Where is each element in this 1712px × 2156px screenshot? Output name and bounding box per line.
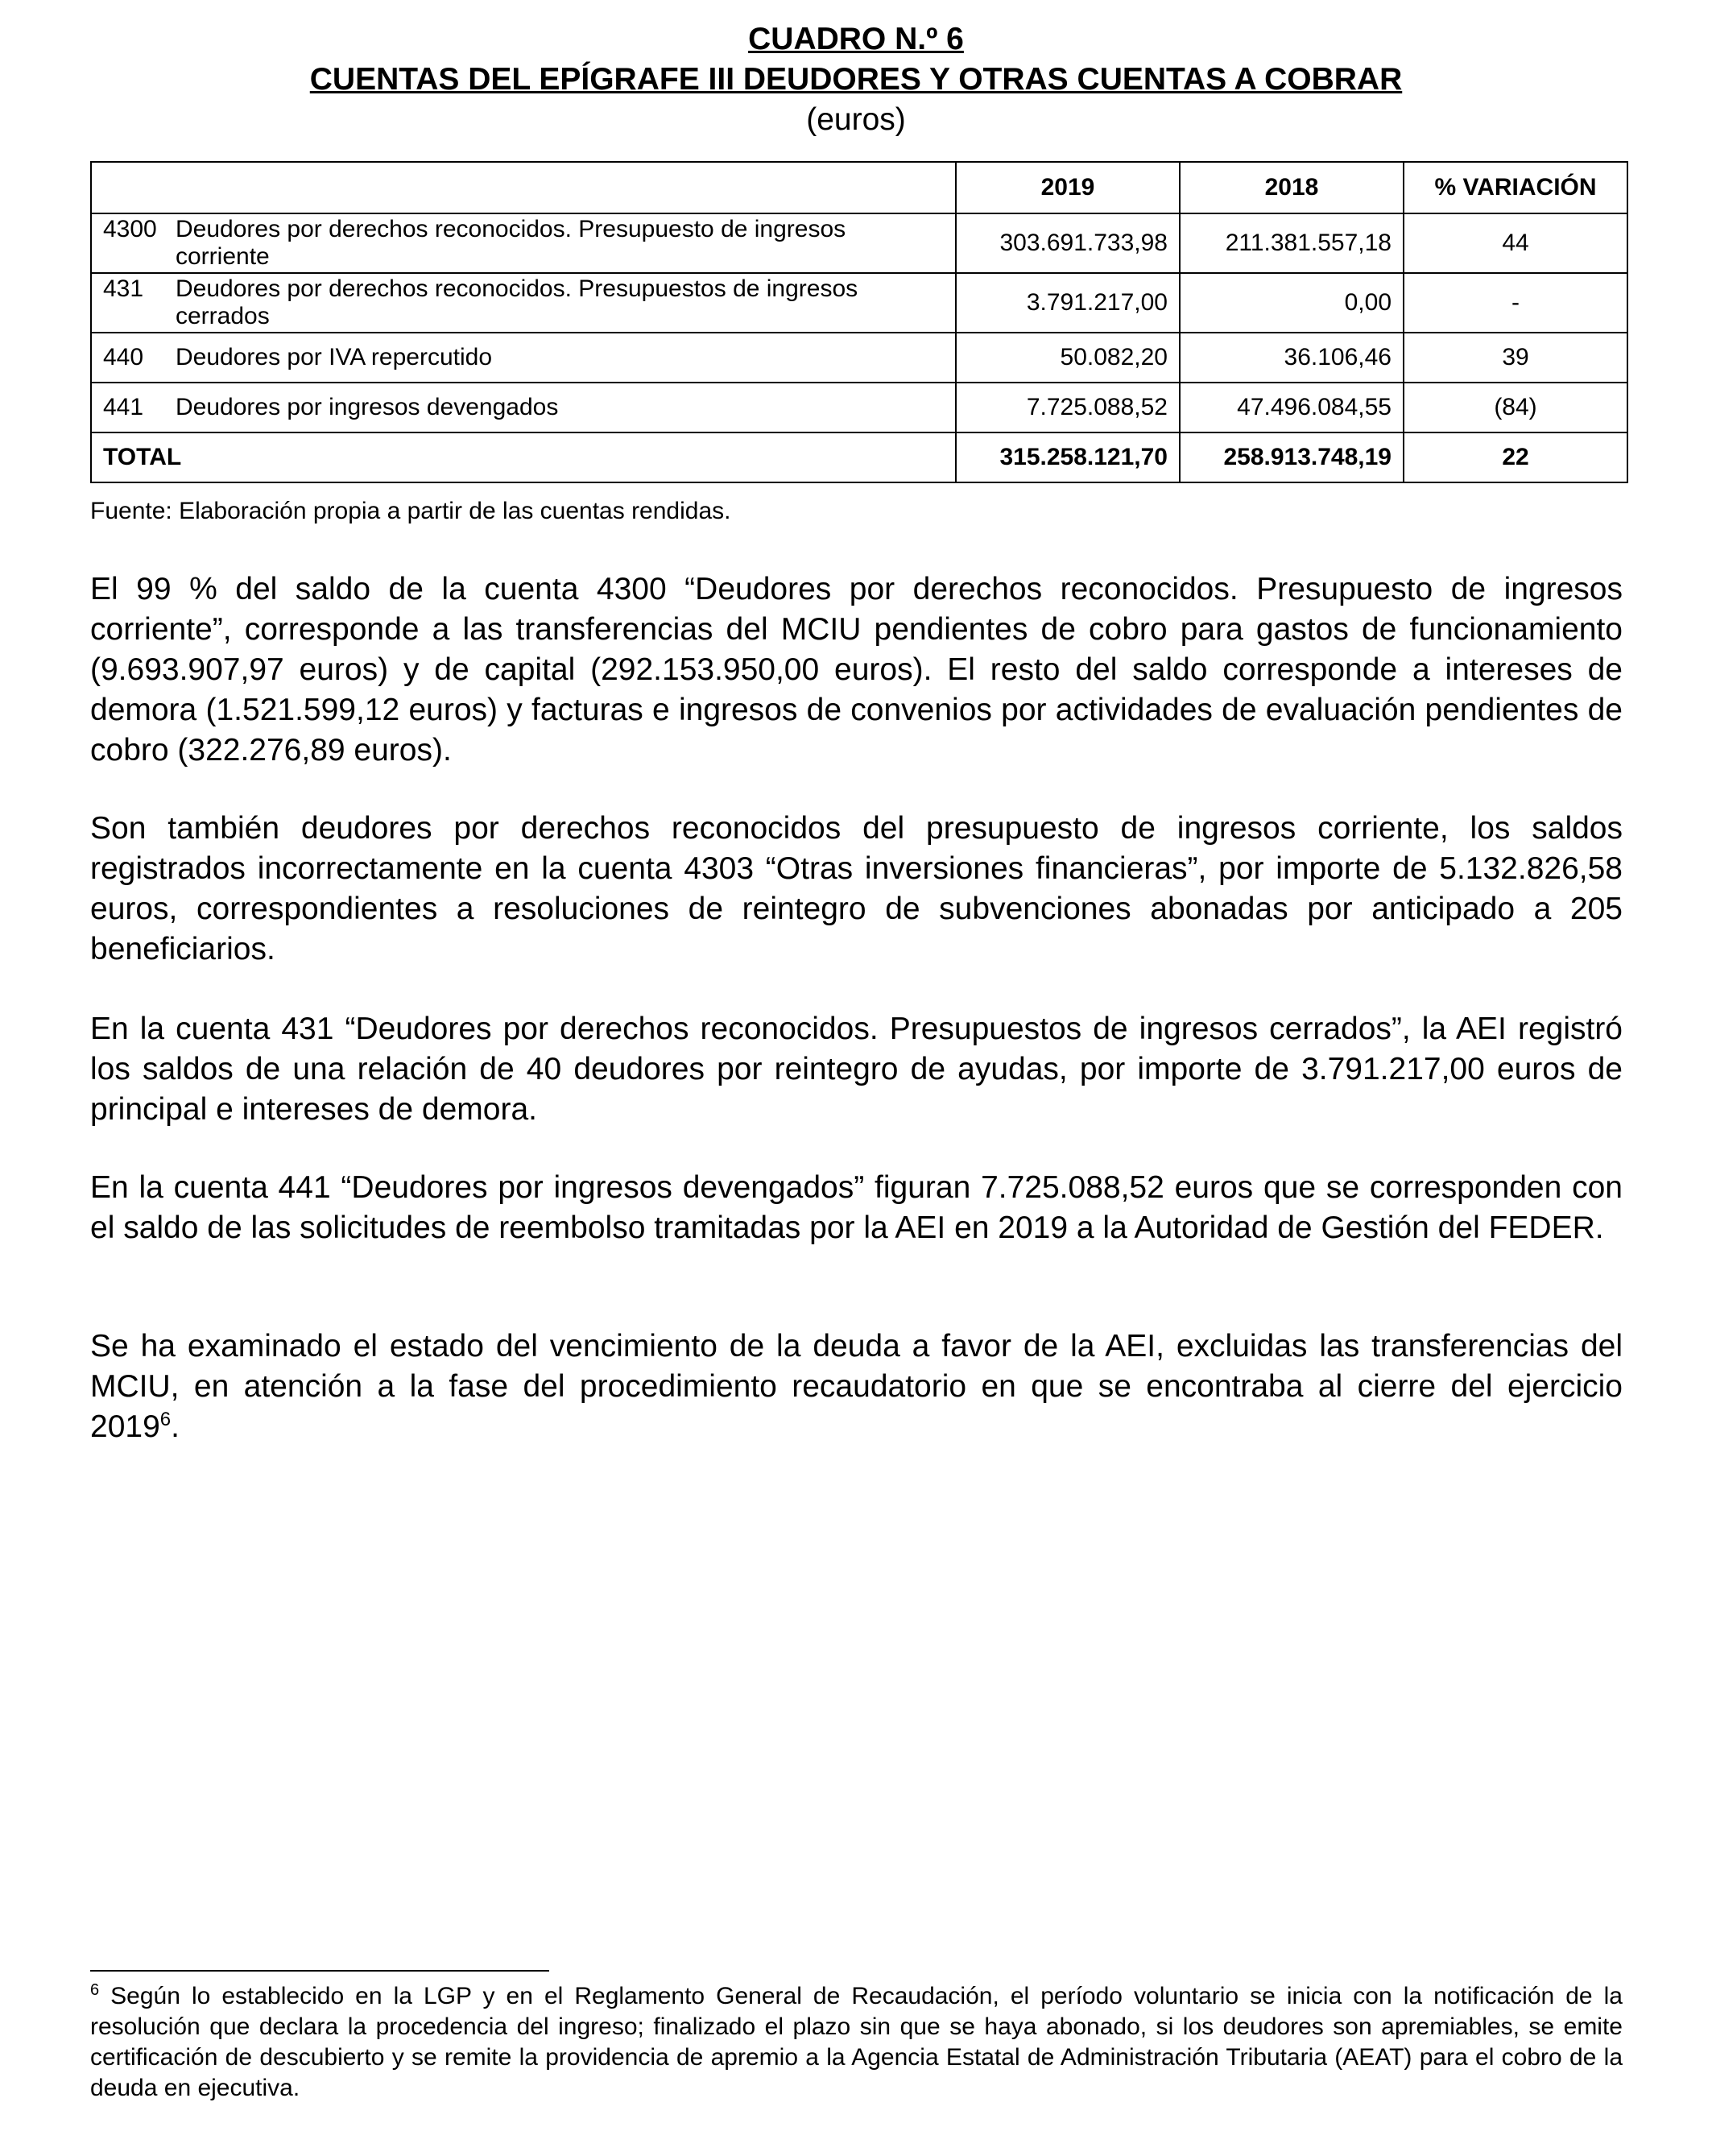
table-row [91, 273, 1627, 333]
row-description [91, 333, 956, 383]
header-variation: % VARIACIÓN [1404, 162, 1627, 213]
footnote-reference[interactable]: 6 [159, 1409, 172, 1430]
units-label: (euros) [806, 102, 906, 137]
total-variation: 22 [1404, 432, 1627, 482]
table-row [91, 213, 1627, 273]
table-header-row [91, 162, 1627, 213]
title-block [0, 19, 1712, 140]
table-source-note: Fuente: Elaboración propia a partir de las cuentas rendidas. [90, 498, 731, 524]
accounts-table [90, 161, 1628, 483]
account-code: 431 [103, 275, 144, 302]
value-variation: - [1404, 273, 1627, 333]
value-2019: 50.082,20 [956, 333, 1180, 383]
total-2019: 315.258.121,70 [956, 432, 1180, 482]
value-2018: 36.106,46 [1180, 333, 1404, 383]
value-2018: 211.381.557,18 [1180, 213, 1404, 273]
table-number-title: CUADRO N.º 6 [748, 22, 964, 56]
table-row [91, 333, 1627, 383]
table-title: CUENTAS DEL EPÍGRAFE III DEUDORES Y OTRAS CUENTAS A COBRAR [309, 62, 1403, 97]
value-2019: 3.791.217,00 [956, 273, 1180, 333]
paragraph-431: En la cuenta 431 “Deudores por derechos reconocidos. Presupuestos de ingresos cerrados”, la AEI registró los saldos de una relación de 40 deudores por reintegro de ayudas, por importe de 3.791.217,00 euros de principal e intereses de demora. [90, 1012, 1623, 1127]
row-description [91, 383, 956, 432]
paragraph-4300: El 99 % del saldo de la cuenta 4300 “Deudores por derechos reconocidos. Presupuesto de ingresos corriente”, corresponde a las transferencias del MCIU pendientes de cobro para gastos de funcionamiento (9.693.907,97 euros) y de capital (292.153.950,00 euros). El resto del saldo corresponde a intereses de demora (1.521.599,12 euros) y facturas e ingresos de convenios por actividades de evaluación pendientes de cobro (322.276,89 euros). [90, 572, 1623, 768]
account-label: Deudores por ingresos devengados [176, 394, 559, 420]
value-2019: 303.691.733,98 [956, 213, 1180, 273]
paragraph-end: . [171, 1409, 180, 1444]
footnote-divider [90, 1970, 549, 1972]
account-label: Deudores por derechos reconocidos. Presupuestos de ingresos cerrados [176, 275, 858, 329]
total-2018: 258.913.748,19 [1180, 432, 1404, 482]
account-label: Deudores por IVA repercutido [176, 344, 493, 370]
value-variation: (84) [1404, 383, 1627, 432]
row-description [91, 213, 956, 273]
value-2018: 0,00 [1180, 273, 1404, 333]
value-variation: 39 [1404, 333, 1627, 383]
row-description [91, 273, 956, 333]
paragraph-441: En la cuenta 441 “Deudores por ingresos devengados” figuran 7.725.088,52 euros que se corresponden con el saldo de las solicitudes de reembolso tramitadas por la AEI en 2019 a la Autoridad de Gestión del FEDER. [90, 1170, 1623, 1245]
header-empty-cell [91, 162, 956, 213]
account-label: Deudores por derechos reconocidos. Presupuesto de ingresos corriente [176, 216, 846, 270]
footnote [90, 1981, 1623, 2104]
value-variation: 44 [1404, 213, 1627, 273]
account-code: 440 [103, 344, 144, 370]
paragraph-text: Se ha examinado el estado del vencimiento de la deuda a favor de la AEI, excluidas las transferencias del MCIU, en atención a la fase del procedimiento recaudatorio en que se encontraba al cierre del ejercicio 2019 [90, 1329, 1623, 1444]
value-2018: 47.496.084,55 [1180, 383, 1404, 432]
header-2019: 2019 [956, 162, 1180, 213]
total-row [91, 432, 1627, 482]
account-code: 4300 [103, 216, 157, 242]
paragraph-4303: Son también deudores por derechos reconocidos del presupuesto de ingresos corriente, los saldos registrados incorrectamente en la cuenta 4303 “Otras inversiones financieras”, por importe de 5.132.826,58 euros, correspondientes a resoluciones de reintegro de subvenciones abonadas por anticipado a 205 beneficiarios. [90, 811, 1623, 966]
value-2019: 7.725.088,52 [956, 383, 1180, 432]
account-code: 441 [103, 394, 144, 420]
header-2018: 2018 [1180, 162, 1404, 213]
footnote-marker: 6 [90, 1981, 100, 1999]
total-label: TOTAL [91, 432, 956, 482]
footnote-text: Según lo establecido en la LGP y en el Reglamento General de Recaudación, el período voluntario se inicia con la notificación de la resolución que declara la procedencia del ingreso; finalizado el plazo sin que se haya abonado, si los deudores son apremiables, se emite certificación de descubierto y se remite la providencia de apremio a la Agencia Estatal de Administración Tributaria (AEAT) para el cobro de la deuda en ejecutiva. [90, 1983, 1623, 2101]
table-row [91, 383, 1627, 432]
paragraph-debt-maturity [90, 1326, 1623, 1447]
